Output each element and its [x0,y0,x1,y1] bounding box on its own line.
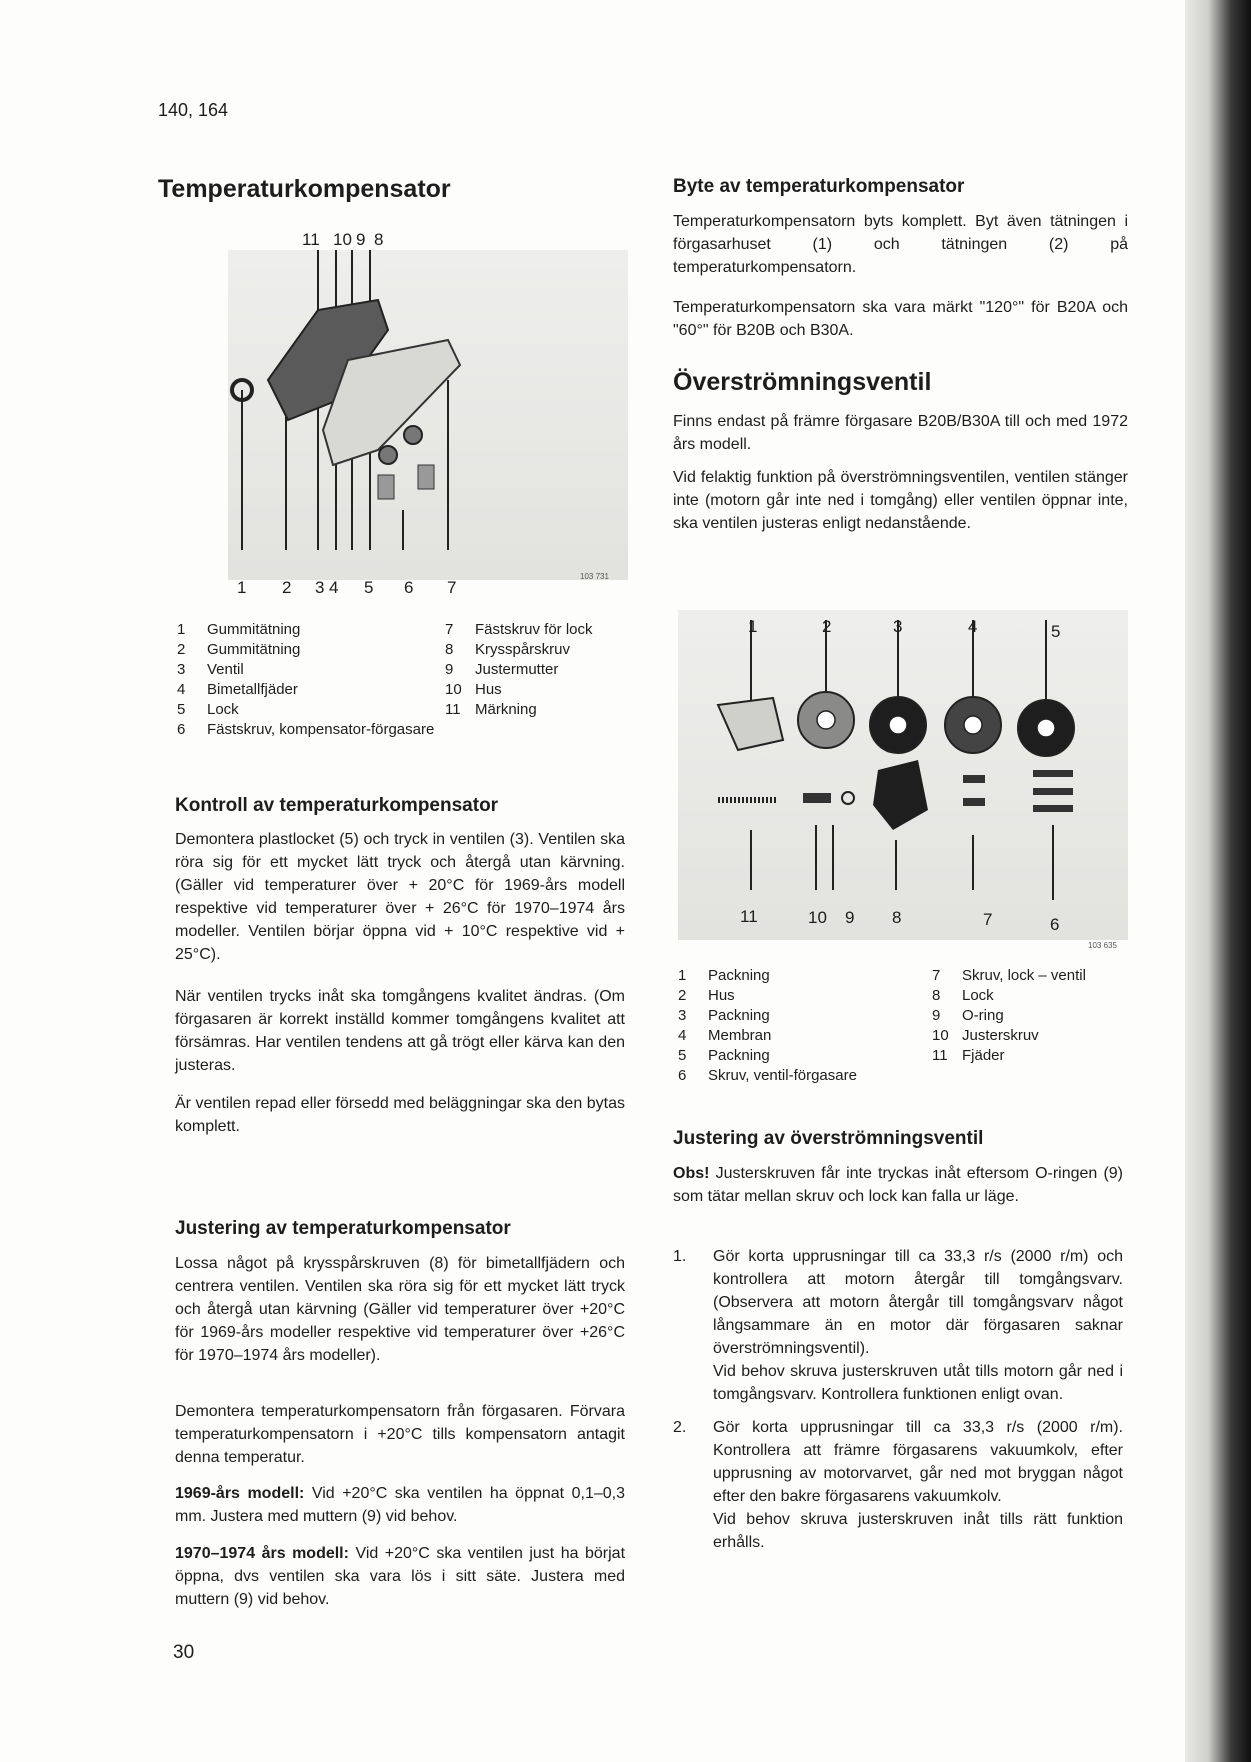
callout-r6: 6 [1050,915,1060,934]
obs-paragraph: Obs! Justerskruven får inte tryckas inåt eftersom O-ringen (9) som tätar mellan skruv och lock kan falla ur läge. [673,1165,1123,1205]
byte-paragraph-1: Temperaturkompensatorn byts komplett. Byt även tätningen i förgasarhuset (1) och tätningen (2) på temperaturkompensatorn. [673,213,1128,276]
over-paragraph-1: Finns endast på främre förgasare B20B/B30A till och med 1972 års modell. [673,413,1128,453]
callout-r10: 10 [808,908,827,927]
section-title-byte: Byte av temperaturkompensator [673,176,965,197]
temperaturkompensator-illustration [228,250,628,580]
figure-ref: 103 731 [580,572,609,581]
callout-r7: 7 [983,910,993,929]
callout-8: 8 [374,230,384,249]
kontroll-paragraph-3: Är ventilen repad eller försedd med beläggningar ska den bytas komplett. [175,1095,625,1135]
legend-item: 4 Membran [678,1027,772,1044]
callout-7: 7 [447,578,457,597]
callout-r4: 4 [968,617,978,636]
callout-r8: 8 [892,908,902,927]
section-title-overstromningsventil: Överströmningsventil [673,368,932,396]
legend-item: 3 Packning [678,1007,770,1024]
callout-10: 10 [333,230,352,249]
kontroll-paragraph-1: Demontera plastlocket (5) och tryck in ventilen (3). Ventilen ska röra sig för ett mycket lätt tryck och återgå utan kärvning. (Gäller vid temperaturer över + 20°C för 1969-års modell respektive vid temperaturer över + 26°C för 1970–1974 års modeller. Ventilen börjar öppna vid + 10°C respektive vid + 25°C). [175,831,625,963]
legend-item: 7 Skruv, lock – ventil [932,967,1086,984]
overstromningsventil-exploded-photo [678,610,1128,940]
callout-r2: 2 [822,617,832,636]
callout-3: 3 [315,578,325,597]
section-title-temperaturkompensator: Temperaturkompensator [158,175,451,203]
legend-item: 5 Lock [177,701,239,718]
callout-r9: 9 [845,908,855,927]
adjustment-steps [673,1245,1123,1564]
legend-item: 2 Hus [678,987,735,1004]
legend-item: 8 Krysspårskruv [445,641,571,658]
legend-item: 9 O-ring [932,1007,1004,1024]
legend-item: 10 Justerskruv [932,1027,1039,1044]
legend-right-col1 [678,966,938,1086]
legend-item: 2 Gummitätning [177,641,301,658]
legend-item: 1 Gummitätning [177,621,301,638]
callout-r3: 3 [893,617,903,636]
legend-item: 11 Fjäder [932,1047,1005,1064]
page-number: 30 [173,1642,195,1663]
legend-right-col2 [932,966,1132,1066]
legend-item: 5 Packning [678,1047,770,1064]
book-spine-shadow [1185,0,1251,1762]
callout-11: 11 [302,230,320,249]
legend-left-col1 [177,620,437,740]
justering-paragraph-1: Lossa något på krysspårskruven (8) för bimetallfjädern och centrera ventilen. Ventilen ska röra sig för ett mycket lätt tryck och återgå utan kärvning (Gäller vid temperaturer över +20°C för 1969-års modeller respektive vid temperaturer över +26°C för 1970–1974 års modeller). [175,1255,625,1364]
legend-item: 6 Fästskruv, kompensator-förgasare [177,721,435,738]
callout-r1: 1 [748,617,758,636]
section-title-justering-temp: Justering av temperaturkompensator [175,1218,511,1239]
callout-6: 6 [404,578,414,597]
legend-item: 1 Packning [678,967,770,984]
over-paragraph-2: Vid felaktig funktion på överströmningsventilen, ventilen stänger inte (motorn går inte ned i tomgång) eller ventilen öppnar inte, ska ventilen justeras enligt nedanstående. [673,469,1128,532]
callout-r11: 11 [740,907,758,926]
callout-2: 2 [282,578,292,597]
justering-paragraph-1970: 1970–1974 års modell: Vid +20°C ska ventilen just ha börjat öppna, dvs ventilen ska vara lös i sitt säte. Justera med muttern (9) vid behov. [175,1545,626,1608]
kontroll-paragraph-2: När ventilen trycks inåt ska tomgångens kvalitet ändras. (Om förgasaren är korrekt inställd kommer tomgångens kvalitet att försämras. Har ventilen tendens att gå trögt eller kärva kan den justeras. [175,988,625,1074]
justering-paragraph-2: Demontera temperaturkompensatorn från förgasaren. Förvara temperaturkompensatorn i +20°C tills kompensatorn antagit denna temperatur. [175,1403,625,1466]
legend-item: 10 Hus [445,681,502,698]
callout-4: 4 [329,578,339,597]
step-item: 2. Gör korta upprusningar till ca 33,3 r/s (2000 r/m). Kontrollera att främre förgasarens vakuumkolv, efter upprusning av motorvarvet, går ned mot bryggan något efter den bakre förgasarens vakuumkolv. Vid behov skruva justerskruven inåt tills rätt funktion erhålls. [673,1419,1123,1551]
figure-ref-right: 103 635 [1088,941,1117,950]
section-title-kontroll: Kontroll av temperaturkompensator [175,795,499,816]
legend-item: 3 Ventil [177,661,244,678]
legend-item: 9 Justermutter [445,661,559,678]
legend-item: 4 Bimetallfjäder [177,681,298,698]
legend-item: 8 Lock [932,987,994,1004]
model-header: 140, 164 [158,100,229,120]
justering-paragraph-1969: 1969-års modell: Vid +20°C ska ventilen ha öppnat 0,1–0,3 mm. Justera med muttern (9) vid behov. [175,1485,625,1525]
legend-item: 7 Fästskruv för lock [445,621,593,638]
callout-9: 9 [356,230,366,249]
callout-r5: 5 [1051,622,1061,641]
legend-item: 11 Märkning [445,701,537,718]
overstromningsventil-illustration [678,610,1128,940]
temperaturkompensator-exploded-photo [228,250,628,580]
step-item: 1. Gör korta upprusningar till ca 33,3 r/s (2000 r/m) och kontrollera att motorn återgår till tomgångsvarv. (Observera att motorn återgår till tomgångsvarv något långsammare än en motor där förgasaren saknar överströmningsventil). Vid behov skruva justerskruven utåt tills motorn går ned i tomgångsvarv. Kontrollera funktionen enligt ovan. [673,1248,1123,1403]
byte-paragraph-2: Temperaturkompensatorn ska vara märkt "120°" för B20A och "60°" för B20B och B30A. [673,299,1128,339]
callout-5: 5 [364,578,374,597]
callout-1: 1 [237,578,247,597]
legend-item: 6 Skruv, ventil-förgasare [678,1067,857,1084]
section-title-justering-over: Justering av överströmningsventil [673,1128,984,1149]
legend-left-col2 [445,620,645,720]
